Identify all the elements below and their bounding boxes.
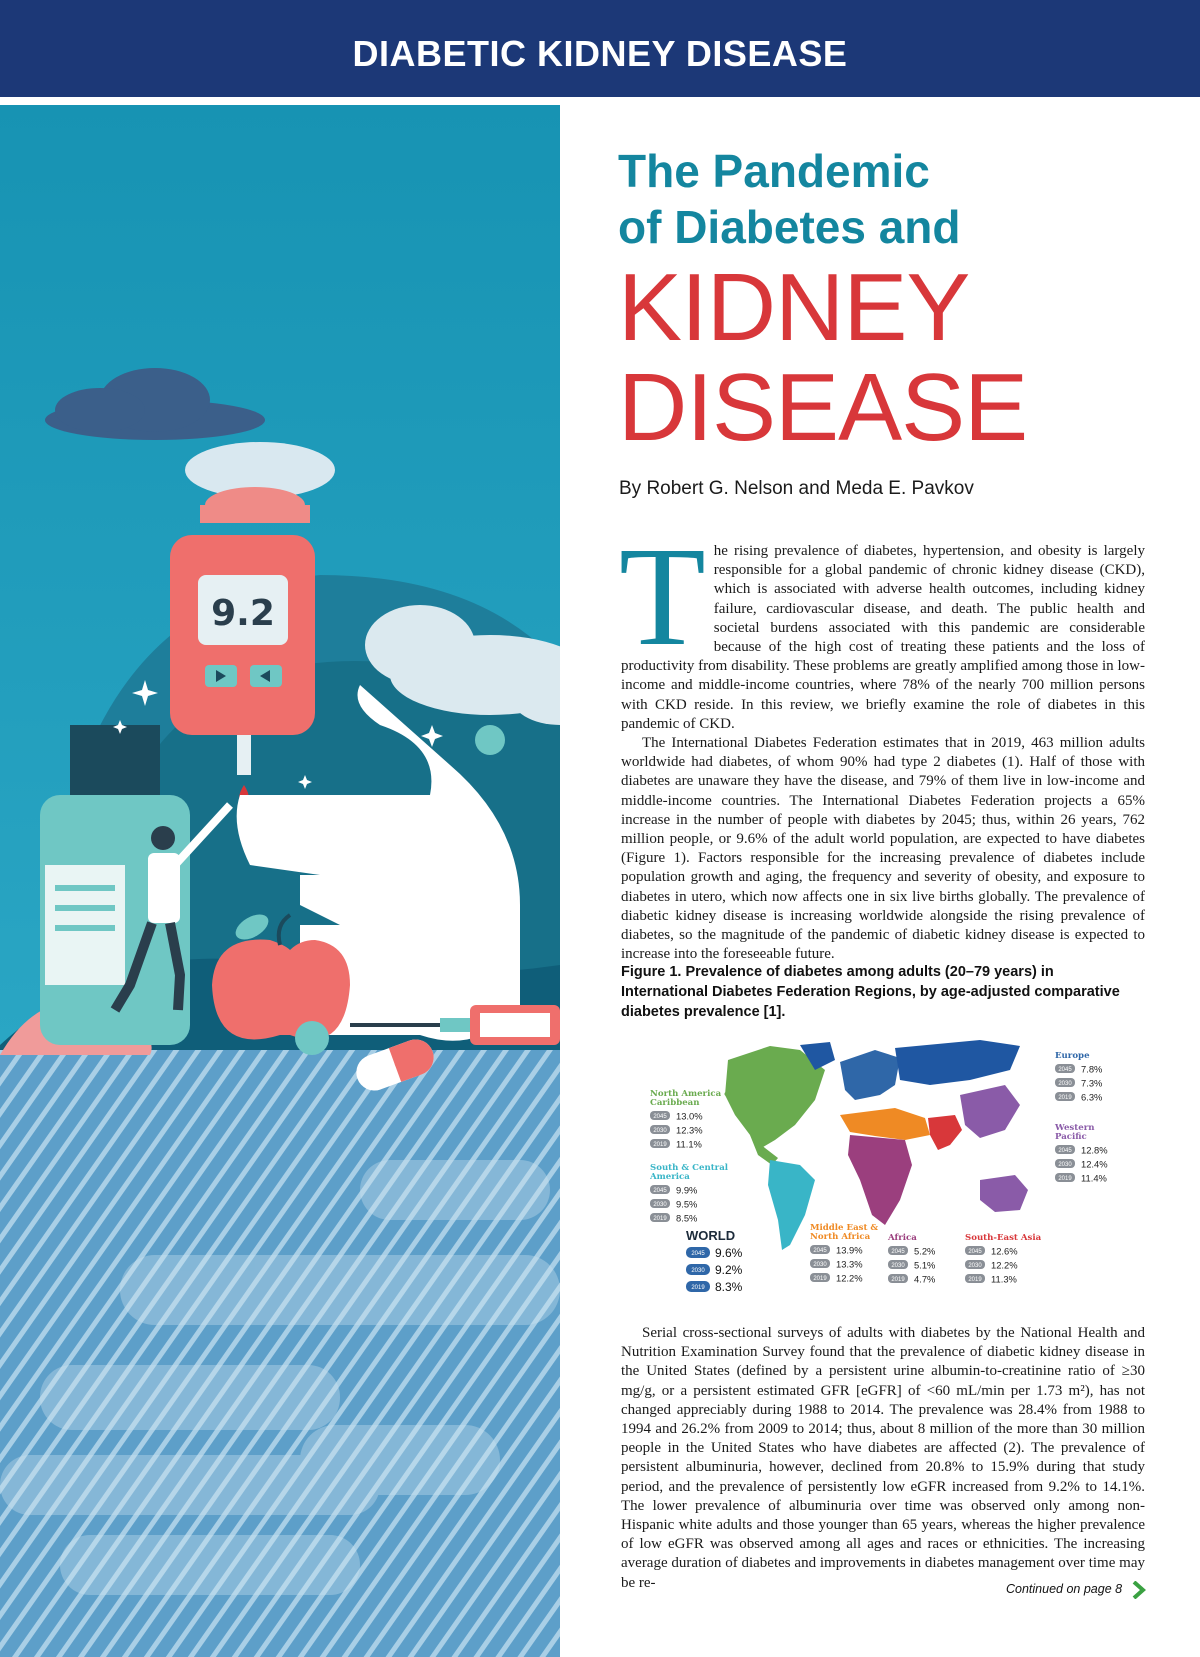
map-south-america <box>768 1160 815 1250</box>
prevalence-value: 6.3% <box>1081 1091 1103 1103</box>
legend-western-pacific <box>1054 1123 1108 1184</box>
world-year-label: 2030 <box>691 1268 705 1274</box>
map-western-pacific <box>960 1085 1020 1138</box>
prevalence-value: 12.2% <box>836 1272 863 1284</box>
world-prevalence-value: 9.6% <box>715 1246 743 1260</box>
legend-south-central-america <box>650 1163 729 1224</box>
prevalence-value: 12.4% <box>1081 1158 1108 1170</box>
intro-paragraph: he rising prevalence of diabetes, hypertension, and obesity is largely responsible for a global pandemic of chronic kidney disease (CKD), which is associated with adverse health outcomes, including kidney failure, cardiovascular disease, and death. The public health and societal burdens associated with this pandemic are considerable because of the high cost of treating these patients and the loss of productivity from disability. These problems are greatly amplified among those in low-income and middle-income countries, where 78% of the nearly 700 million persons with CKD reside. In this review, we briefly examine the role of diabetes in this pandemic of CKD. <box>621 543 1145 732</box>
paragraph-2: The International Diabetes Federation estimates that in 2019, 463 million adults worldwide had diabetes, of whom 90% had type 2 diabetes (1). Half of those with diabetes are unaware they have the disease, and 79% of them live in low-income and middle-income countries. The International Diabetes Federation projects a 65% increase in the number of people with diabetes by 2045; thus, within 26 years, 762 million people, or 9.6% of the adult world population, are expected to have diabetes (Figure 1). Factors responsible for the increasing prevalence of diabetes include population growth and aging, the frequency and severity of obesity, and exposure to diabetes in utero, which now affects one in six live births globally. The prevalence of diabetic kidney disease is increasing worldwide alongside the rising prevalence of diabetes, so the magnitude of the pandemic of diabetic kidney disease is expected to increase into the foreseeable future. <box>621 735 1145 963</box>
year-label: 2045 <box>653 1114 667 1120</box>
prevalence-value: 5.1% <box>914 1259 936 1271</box>
legend-africa <box>887 1233 935 1285</box>
chevron-right-icon <box>1132 1581 1146 1599</box>
figure-caption: Figure 1. Prevalence of diabetes among adults (20–79 years) in International Diabetes Federation Regions, by age-adjusted comparative diabetes prevalence [1]. <box>621 964 1120 1020</box>
legend-north-america-caribbean <box>650 1089 732 1150</box>
meter-reading: 9.2 <box>211 593 275 634</box>
prevalence-value: 11.4% <box>1081 1172 1107 1184</box>
prevalence-value: 13.9% <box>836 1244 863 1256</box>
prevalence-value: 7.8% <box>1081 1063 1103 1075</box>
title-line-1: The Pandemic <box>618 145 930 197</box>
prevalence-value: 7.3% <box>1081 1077 1103 1089</box>
world-label: WORLD <box>686 1228 736 1243</box>
year-label: 2030 <box>653 1202 667 1208</box>
region-name-line2: Caribbean <box>650 1098 700 1108</box>
section-title: DIABETIC KIDNEY DISEASE <box>352 33 848 74</box>
map-africa <box>848 1135 912 1225</box>
byline: By Robert G. Nelson and Meda E. Pavkov <box>619 478 974 499</box>
legend-south-east-asia <box>965 1233 1042 1285</box>
region-name: Europe <box>1055 1051 1090 1061</box>
prevalence-value: 12.6% <box>991 1245 1018 1257</box>
world-prevalence-value: 9.2% <box>715 1263 743 1277</box>
prevalence-value: 13.3% <box>836 1258 863 1270</box>
prevalence-value: 12.3% <box>676 1124 703 1136</box>
legend-world <box>686 1228 743 1294</box>
legend-middle-east-north-africa <box>810 1223 878 1284</box>
article-body-continued <box>621 1324 1145 1593</box>
section-banner <box>0 0 1200 97</box>
region-name: South & Central <box>650 1163 729 1173</box>
year-label: 2019 <box>653 1216 667 1222</box>
map-russia <box>895 1040 1020 1085</box>
title-kidney: KIDNEY <box>618 254 970 361</box>
region-name: North America & <box>650 1089 732 1099</box>
region-name-line2: North Africa <box>810 1232 871 1242</box>
year-label: 2030 <box>891 1263 905 1269</box>
continued-note: Continued on page 8 <box>1006 1582 1123 1596</box>
year-label: 2030 <box>1058 1081 1072 1087</box>
region-name: Africa <box>888 1233 917 1243</box>
world-prevalence-value: 8.3% <box>715 1280 743 1294</box>
year-label: 2019 <box>653 1142 667 1148</box>
year-label: 2045 <box>1058 1067 1072 1073</box>
year-label: 2019 <box>1058 1176 1072 1182</box>
year-label: 2045 <box>1058 1148 1072 1154</box>
prevalence-value: 12.8% <box>1081 1144 1108 1156</box>
year-label: 2030 <box>1058 1162 1072 1168</box>
year-label: 2030 <box>968 1263 982 1269</box>
prevalence-value: 13.0% <box>676 1110 703 1122</box>
region-name: South-East Asia <box>965 1233 1042 1243</box>
region-name-line2: Pacific <box>1055 1132 1087 1142</box>
year-label: 2019 <box>891 1277 905 1283</box>
paragraph-3: Serial cross-sectional surveys of adults with diabetes by the National Health and Nutrition Examination Survey found that the prevalence of diabetic kidney disease in the United States (defined by a persistent urine albumin-to-creatinine ratio of ≥30 mg/g, or a persistent estimated GFR [eGFR] of <60 mL/min per 1.73 m²), has not changed appreciably during 1988 to 2014. The prevalence was 28.4% from 1988 to 1994 and 26.2% from 2009 to 2014; thus, about 8 million of the more than 30 million people in the United States who have diabetes are affected (2). The prevalence of persistent albuminuria, however, declined from 20.8% to 15.9% during that study period, and the prevalence of persistently low eGFR increased from 9.2% to 14.1%. The lower prevalence of albuminuria over time was observed only among non-Hispanic white adults and those younger than 65 years, whereas the higher prevalence of low eGFR was observed among all ages and races or ethnicities. The increasing average duration of diabetes and improvements in diabetes management over time may be re- <box>621 1325 1145 1591</box>
map-mena <box>840 1108 930 1140</box>
title-disease: DISEASE <box>618 354 1028 461</box>
region-name: Western <box>1055 1123 1095 1133</box>
map-australia <box>980 1175 1028 1212</box>
year-label: 2045 <box>891 1249 905 1255</box>
prevalence-value: 5.2% <box>914 1245 936 1257</box>
drop-cap: T <box>619 517 706 675</box>
map-south-east-asia <box>928 1115 962 1150</box>
diabetes-illustration <box>0 105 560 1657</box>
world-prevalence-map <box>650 1040 1120 1310</box>
prevalence-value: 11.3% <box>991 1273 1017 1285</box>
prevalence-value: 9.5% <box>676 1198 698 1210</box>
year-label: 2045 <box>653 1188 667 1194</box>
prevalence-value: 9.9% <box>676 1184 698 1196</box>
year-label: 2045 <box>968 1249 982 1255</box>
year-label: 2030 <box>653 1128 667 1134</box>
map-europe <box>840 1050 900 1100</box>
world-year-label: 2045 <box>691 1251 705 1257</box>
title-line-2: of Diabetes and <box>618 201 961 253</box>
year-label: 2030 <box>813 1262 827 1268</box>
region-name: Middle East & <box>810 1223 879 1233</box>
legend-europe <box>1055 1051 1102 1103</box>
article-title-main <box>618 254 1178 461</box>
prevalence-value: 12.2% <box>991 1259 1018 1271</box>
year-label: 2019 <box>813 1276 827 1282</box>
prevalence-value: 8.5% <box>676 1212 698 1224</box>
world-year-label: 2019 <box>691 1285 705 1291</box>
prevalence-value: 11.1% <box>676 1138 702 1150</box>
year-label: 2019 <box>1058 1095 1072 1101</box>
year-label: 2045 <box>813 1248 827 1254</box>
region-name-line2: America <box>650 1172 690 1182</box>
article-title-top <box>618 143 1158 255</box>
prevalence-value: 4.7% <box>914 1273 936 1285</box>
year-label: 2019 <box>968 1277 982 1283</box>
article-intro <box>619 517 1145 964</box>
